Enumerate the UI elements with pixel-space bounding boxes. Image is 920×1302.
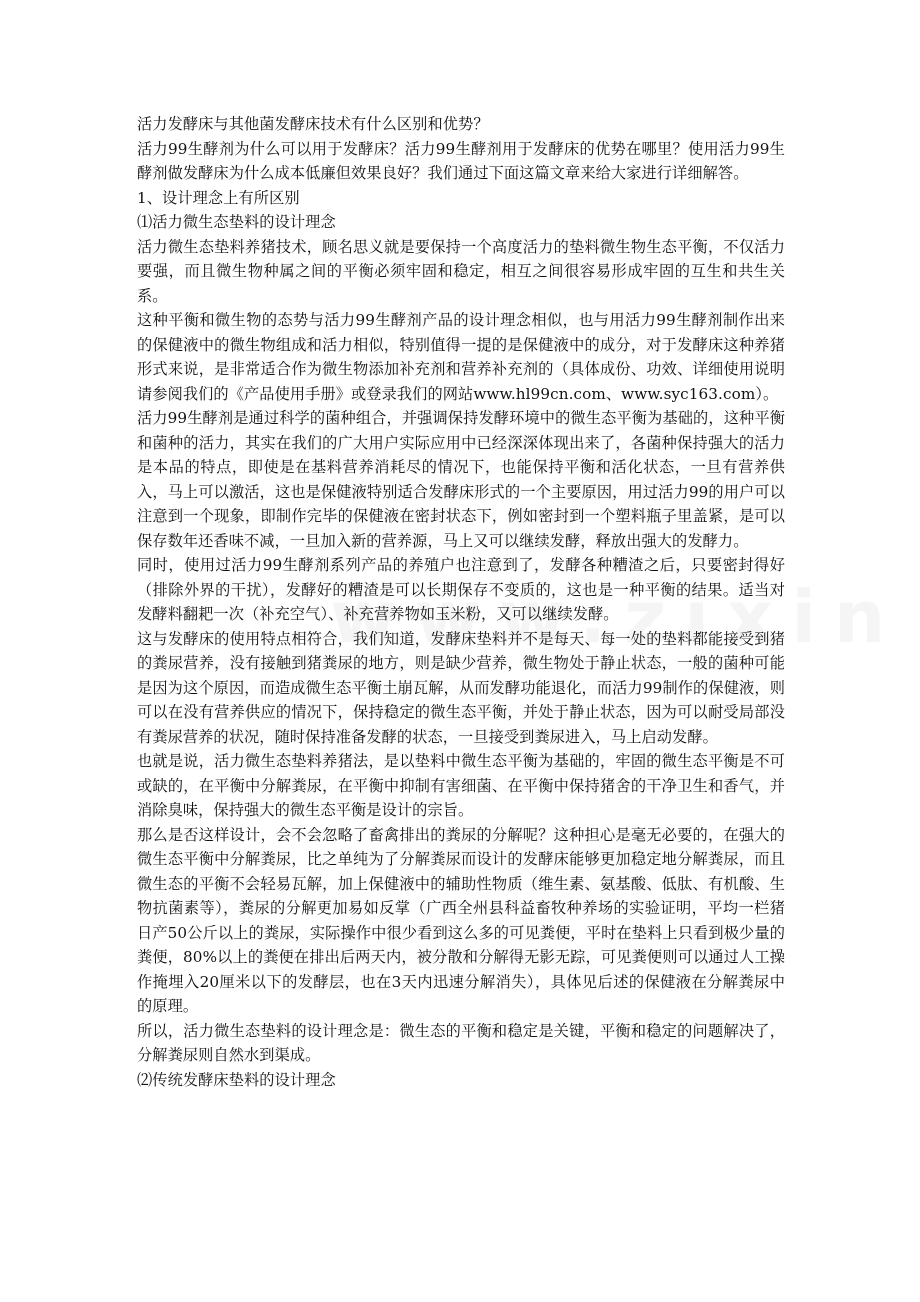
intro-paragraph: 活力99生酵剂为什么可以用于发酵床？活力99生酵剂用于发酵床的优势在哪里？使用活力99生酵剂做发酵床为什么成本低廉但效果良好？我们通过下面这篇文章来给大家进行详细解答。: [137, 139, 785, 182]
body-paragraph: 活力99生酵剂是通过科学的菌种组合，并强调保持发酵环境中的微生态平衡为基础的，这种平衡和菌种的活力，其实在我们的广大用户实际应用中已经深深体现出来了，各菌种保持强大的活力是本品的特点，即使是在基料营养消耗尽的情况下，也能保持平衡和活化状态，一旦有营养供入，马上可以激活，这也是保健液特别适合发酵床形式的一个主要原因，用过活力99的用户可以注意到一个现象，即制作完毕的保健液在密封状态下，例如密封到一个塑料瓶子里盖紧，是可以保存数年还香味不减，一旦加入新的营养源，马上又可以继续发酵，释放出强大的发酵力。: [137, 409, 785, 550]
subsection-heading: ⑵传统发酵床垫料的设计理念: [137, 1070, 336, 1089]
body-paragraph: 这种平衡和微生物的态势与活力99生酵剂产品的设计理念相似，也与用活力99生酵剂制作出来的保健液中的微生物组成和活力相似，特别值得一提的是保健液中的成分，对于发酵床这种养猪形式来说，是非常适合作为微生物添加补充剂和营养补充剂的（具体成份、功效、详细使用说明请参阅我们的《产品使用手册》或登录我们的网站www.hl99cn.com、www.syc163.com）。: [137, 311, 785, 403]
body-paragraph: 活力微生态垫料养猪技术，顾名思义就是要保持一个高度活力的垫料微生物生态平衡，不仅活力要强，而且微生物种属之间的平衡必须牢固和稳定，相互之间很容易形成牢固的互生和共生关系。: [137, 237, 785, 305]
document-body: [137, 112, 785, 1092]
section-heading: 1、设计理念上有所区别: [137, 188, 300, 207]
body-paragraph: 这与发酵床的使用特点相符合，我们知道，发酵床垫料并不是每天、每一处的垫料都能接受到猪的粪尿营养，没有接触到猪粪尿的地方，则是缺少营养，微生物处于静止状态，一般的菌种可能是因为这个原因，而造成微生态平衡土崩瓦解，从而发酵功能退化，而活力99制作的保健液，则可以在没有营养供应的情况下，保持稳定的微生态平衡，并处于静止状态，因为可以耐受局部没有粪尿营养的状况，随时保持准备发酵的状态，一旦接受到粪尿进入，马上启动发酵。: [137, 629, 785, 746]
subsection-heading: ⑴活力微生态垫料的设计理念: [137, 213, 336, 231]
body-paragraph: 所以，活力微生态垫料的设计理念是：微生态的平衡和稳定是关键，平衡和稳定的问题解决了，分解粪尿则自然水到渠成。: [137, 1021, 785, 1064]
body-paragraph: 那么是否这样设计，会不会忽略了畜禽排出的粪尿的分解呢？这种担心是毫无必要的，在强大的微生态平衡中分解粪尿，比之单纯为了分解粪尿而设计的发酵床能够更加稳定地分解粪尿，而且微生态的平衡不会轻易瓦解，加上保健液中的辅助性物质（维生素、氨基酸、低肽、有机酸、生物抗菌素等），粪尿的分解更加易如反掌（广西全州县科益畜牧种养场的实验证明，平均一栏猪日产50公斤以上的粪尿，实际操作中很少看到这么多的可见粪便，平时在垫料上只看到极少量的粪便，80%以上的粪便在排出后两天内，被分散和分解得无影无踪，可见粪便则可以通过人工操作掩埋入20厘米以下的发酵层，也在3天内迅速分解消失），具体见后述的保健液在分解粪尿中的原理。: [137, 825, 785, 1015]
body-paragraph: 也就是说，活力微生态垫料养猪法，是以垫料中微生态平衡为基础的，牢固的微生态平衡是不可或缺的，在平衡中分解粪尿，在平衡中抑制有害细菌、在平衡中保持猪舍的干净卫生和香气，并消除臭味，保持强大的微生态平衡是设计的宗旨。: [137, 752, 785, 819]
document-title: 活力发酵床与其他菌发酵床技术有什么区别和优势？: [137, 115, 489, 133]
body-paragraph: 同时，使用过活力99生酵剂系列产品的养殖户也注意到了，发酵各种糟渣之后，只要密封得好（排除外界的干扰），发酵好的糟渣是可以长期保存不变质的，这也是一种平衡的结果。适当对发酵料翻耙一次（补充空气）、补充营养物如玉米粉，又可以继续发酵。: [137, 556, 785, 623]
